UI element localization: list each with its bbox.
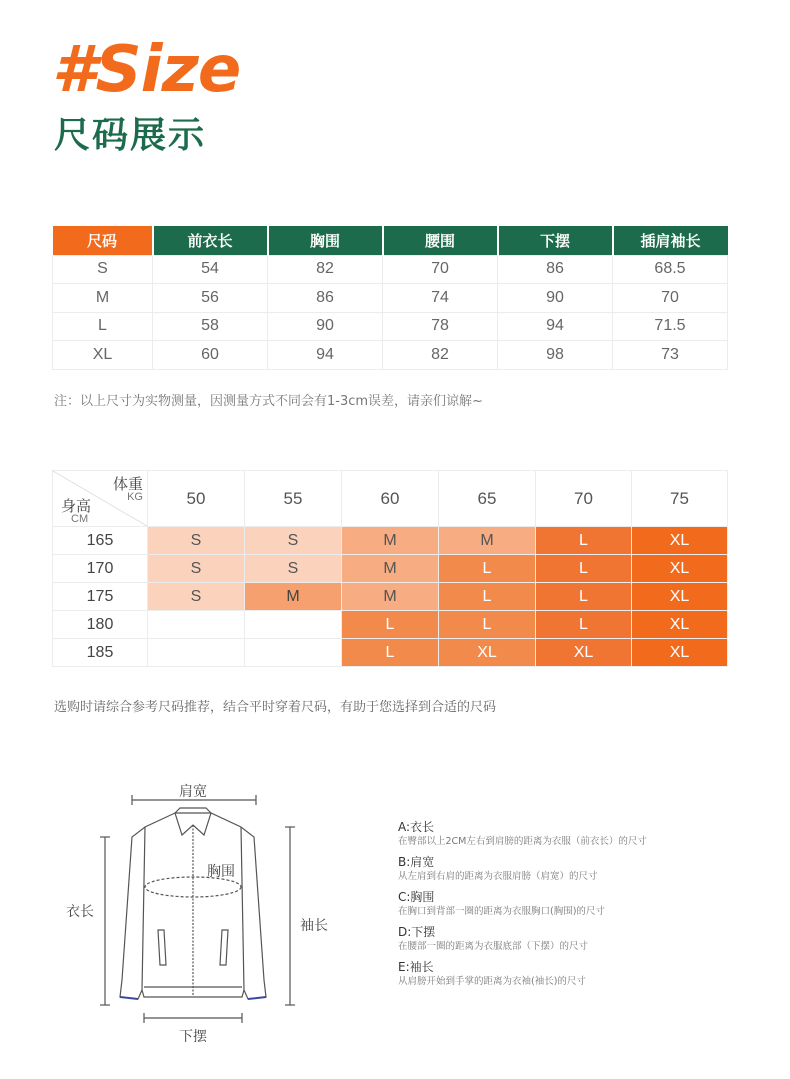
size-cell: XL — [632, 555, 728, 583]
list-item — [398, 820, 758, 848]
size-cell: XL — [536, 639, 632, 667]
size-cell: L — [342, 639, 439, 667]
table-row — [53, 341, 728, 370]
jacket-diagram — [60, 775, 360, 1055]
title-size-display: 尺码展示 — [54, 115, 207, 156]
table-cell: L — [53, 312, 153, 341]
recommendation-note: 选购时请综合参考尺码推荐，结合平时穿着尺码，有助于您选择到合适的尺码 — [54, 700, 497, 715]
table-cell: 74 — [383, 284, 498, 313]
size-cell: L — [536, 611, 632, 639]
size-table-header — [53, 226, 728, 255]
size-cell — [148, 639, 245, 667]
size-cell: S — [148, 527, 245, 555]
table-cell: S — [53, 255, 153, 284]
height-header: 185 — [53, 639, 148, 667]
title-size: #Size — [52, 33, 241, 107]
legend-title: E:袖长 — [398, 960, 434, 974]
size-cell: XL — [632, 639, 728, 667]
table-cell: 86 — [268, 284, 383, 313]
table-cell: 54 — [153, 255, 268, 284]
list-item — [398, 890, 758, 918]
size-cell: M — [439, 527, 536, 555]
size-recommendation-table — [52, 470, 728, 667]
table-cell: 82 — [383, 341, 498, 370]
table-cell: 73 — [613, 341, 728, 370]
size-cell: L — [439, 555, 536, 583]
legend-desc: 从肩膀开始到手掌的距离为衣袖(袖长)的尺寸 — [398, 976, 586, 987]
table-row — [53, 312, 728, 341]
weight-header: 60 — [342, 471, 439, 527]
height-header: 175 — [53, 583, 148, 611]
weight-label: 体重 — [112, 476, 143, 493]
table-cell: M — [53, 284, 153, 313]
size-cell: XL — [632, 583, 728, 611]
shoulder-label: 肩宽 — [179, 784, 207, 800]
height-label: 身高 — [61, 498, 92, 515]
size-cell: L — [342, 611, 439, 639]
weight-header: 55 — [245, 471, 342, 527]
table-cell: 94 — [268, 341, 383, 370]
table-cell: 94 — [498, 312, 613, 341]
header-chest: 胸围 — [268, 226, 383, 255]
header-size: 尺码 — [53, 226, 153, 255]
table-row — [53, 583, 728, 611]
table-cell: 98 — [498, 341, 613, 370]
sleeve-label: 袖长 — [300, 918, 328, 934]
table-cell: 86 — [498, 255, 613, 284]
length-label: 衣长 — [66, 904, 94, 920]
size-cell — [245, 611, 342, 639]
table-cell: 60 — [153, 341, 268, 370]
legend-title: A:衣长 — [398, 820, 435, 834]
size-cell: XL — [632, 611, 728, 639]
table-cell: 70 — [383, 255, 498, 284]
measurement-note: 注：以上尺寸为实物测量，因测量方式不同会有1-3cm误差，请亲们谅解~ — [54, 394, 483, 409]
table-row — [53, 255, 728, 284]
table-row — [53, 611, 728, 639]
size-cell — [148, 611, 245, 639]
list-item — [398, 925, 758, 953]
table-row — [53, 527, 728, 555]
table-row — [53, 639, 728, 667]
table-row — [53, 284, 728, 313]
corner-cell — [53, 471, 148, 527]
table-cell: 82 — [268, 255, 383, 284]
size-cell: S — [245, 527, 342, 555]
size-cell: XL — [439, 639, 536, 667]
hem-label: 下摆 — [179, 1029, 207, 1045]
recommend-header-row — [53, 471, 728, 527]
height-unit: CM — [71, 513, 89, 525]
weight-header: 70 — [536, 471, 632, 527]
header-hem: 下摆 — [498, 226, 613, 255]
legend-desc: 在腰部一圈的距离为衣服底部（下摆）的尺寸 — [398, 941, 589, 952]
size-cell: S — [245, 555, 342, 583]
weight-header: 50 — [148, 471, 245, 527]
size-cell: M — [342, 583, 439, 611]
table-cell: 70 — [613, 284, 728, 313]
table-cell: 78 — [383, 312, 498, 341]
size-table — [52, 226, 728, 370]
size-cell: L — [536, 583, 632, 611]
weight-unit: KG — [127, 491, 143, 503]
legend-desc: 在胸口到背部一圈的距离为衣服胸口(胸围)的尺寸 — [398, 906, 605, 917]
legend-title: B:肩宽 — [398, 855, 435, 869]
height-header: 180 — [53, 611, 148, 639]
height-header: 170 — [53, 555, 148, 583]
list-item — [398, 855, 758, 883]
table-cell: 71.5 — [613, 312, 728, 341]
header-waist: 腰围 — [383, 226, 498, 255]
size-cell: M — [245, 583, 342, 611]
table-row — [53, 555, 728, 583]
size-cell: L — [439, 611, 536, 639]
size-cell — [245, 639, 342, 667]
table-cell: 56 — [153, 284, 268, 313]
list-item — [398, 960, 758, 988]
size-cell: L — [536, 555, 632, 583]
size-cell: L — [536, 527, 632, 555]
size-cell: M — [342, 555, 439, 583]
weight-header: 65 — [439, 471, 536, 527]
legend-desc: 在臀部以上2CM左右到肩膀的距离为衣服（前衣长）的尺寸 — [398, 836, 647, 847]
header-sleeve: 插肩袖长 — [613, 226, 728, 255]
legend-title: C:胸围 — [398, 890, 435, 904]
measurement-legend — [398, 820, 758, 995]
weight-header: 75 — [632, 471, 728, 527]
size-cell: XL — [632, 527, 728, 555]
legend-title: D:下摆 — [398, 925, 436, 939]
table-cell: 68.5 — [613, 255, 728, 284]
table-cell: 90 — [498, 284, 613, 313]
size-cell: S — [148, 555, 245, 583]
table-cell: XL — [53, 341, 153, 370]
size-cell: L — [439, 583, 536, 611]
table-cell: 58 — [153, 312, 268, 341]
height-header: 165 — [53, 527, 148, 555]
chest-label: 胸围 — [207, 864, 235, 880]
size-cell: M — [342, 527, 439, 555]
header-front-length: 前衣长 — [153, 226, 268, 255]
legend-desc: 从左肩到右肩的距离为衣服肩膀（肩宽）的尺寸 — [398, 871, 598, 882]
table-cell: 90 — [268, 312, 383, 341]
size-cell: S — [148, 583, 245, 611]
